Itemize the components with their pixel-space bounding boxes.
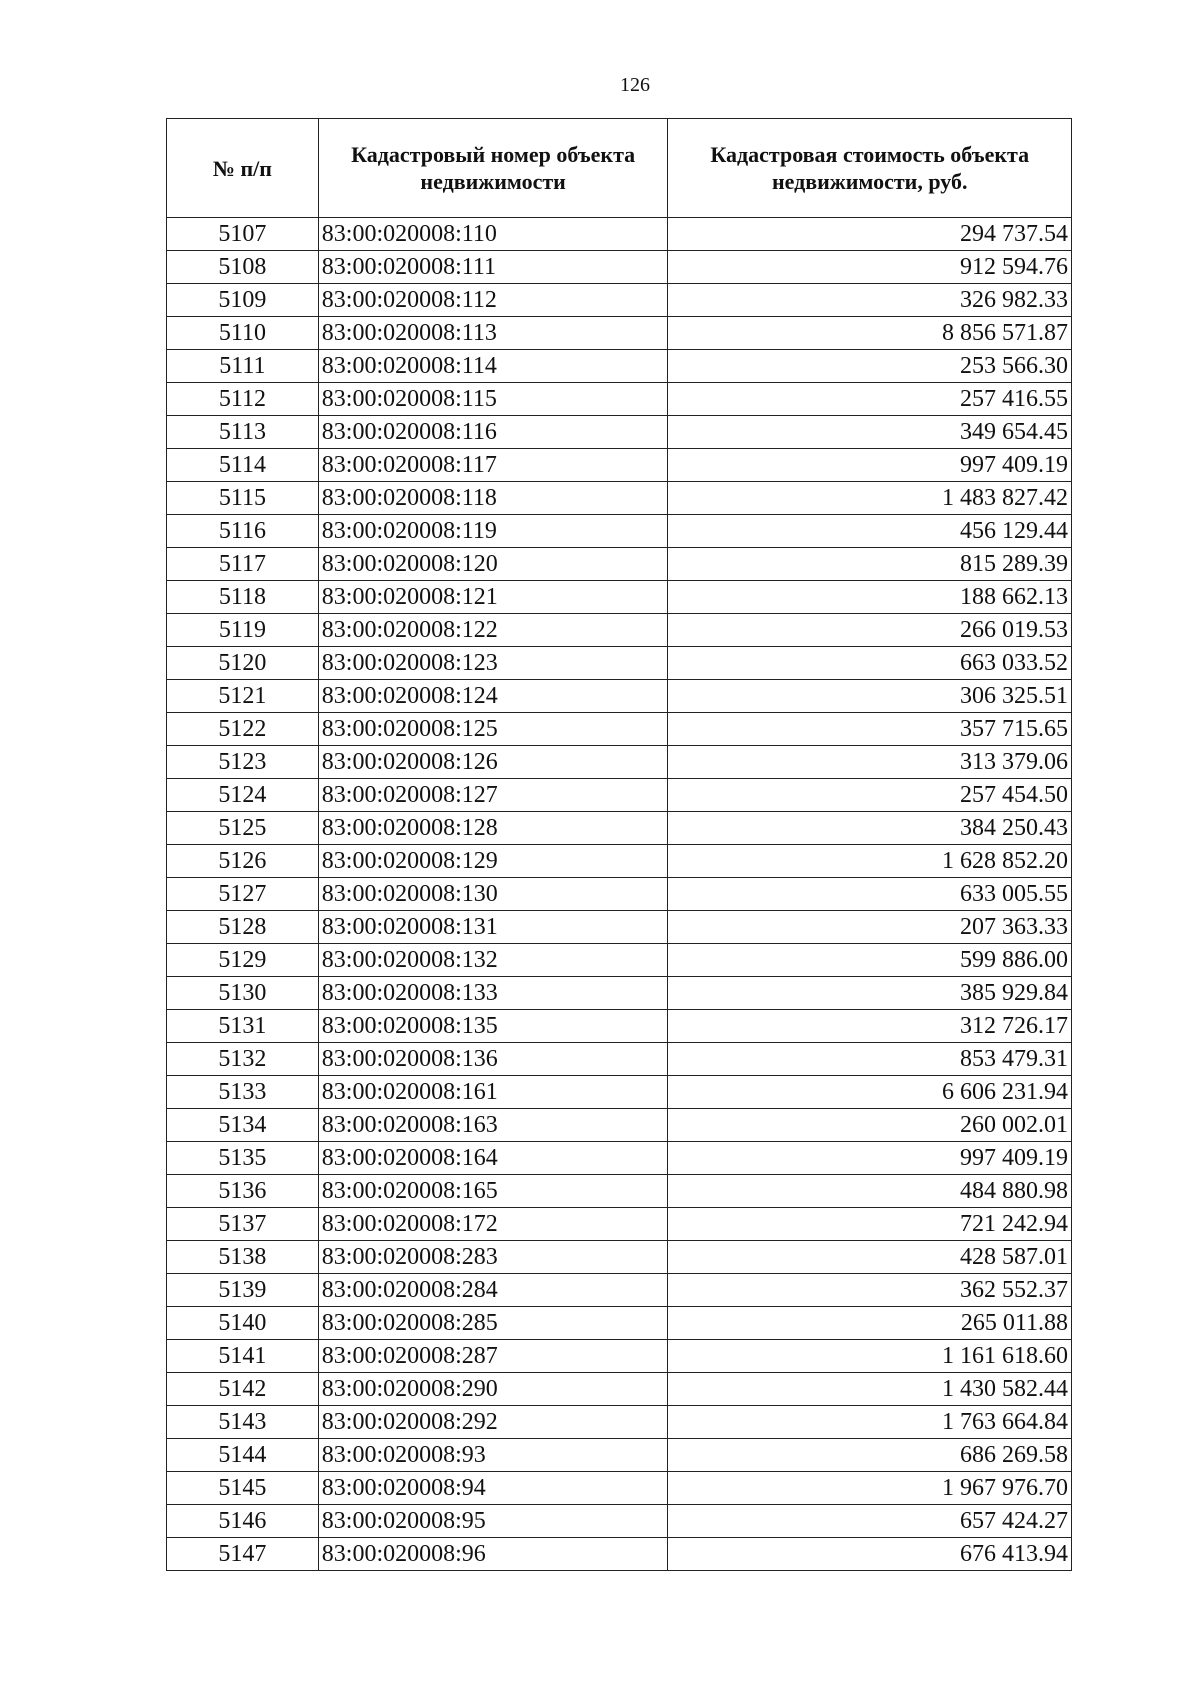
table-row bbox=[167, 746, 1072, 779]
row-number-cell: 5134 bbox=[167, 1109, 319, 1142]
table-row bbox=[167, 1373, 1072, 1406]
row-number-cell: 5141 bbox=[167, 1340, 319, 1373]
cadastral-value-cell: 657 424.27 bbox=[668, 1505, 1072, 1538]
cadastral-value-cell: 484 880.98 bbox=[668, 1175, 1072, 1208]
cadastral-number-cell: 83:00:020008:96 bbox=[318, 1538, 668, 1571]
table-row bbox=[167, 944, 1072, 977]
cadastral-number-cell: 83:00:020008:163 bbox=[318, 1109, 668, 1142]
cadastral-number-cell: 83:00:020008:292 bbox=[318, 1406, 668, 1439]
cadastral-value-cell: 853 479.31 bbox=[668, 1043, 1072, 1076]
cadastral-value-cell: 676 413.94 bbox=[668, 1538, 1072, 1571]
cadastral-number-cell: 83:00:020008:125 bbox=[318, 713, 668, 746]
table-row bbox=[167, 878, 1072, 911]
table-row bbox=[167, 779, 1072, 812]
table-row bbox=[167, 614, 1072, 647]
row-number-cell: 5147 bbox=[167, 1538, 319, 1571]
row-number-cell: 5143 bbox=[167, 1406, 319, 1439]
cadastral-value-cell: 1 483 827.42 bbox=[668, 482, 1072, 515]
table-row bbox=[167, 977, 1072, 1010]
cadastral-value-cell: 663 033.52 bbox=[668, 647, 1072, 680]
table-row bbox=[167, 1010, 1072, 1043]
table-row bbox=[167, 845, 1072, 878]
cadastral-number-cell: 83:00:020008:114 bbox=[318, 350, 668, 383]
cadastral-value-cell: 257 454.50 bbox=[668, 779, 1072, 812]
cadastral-number-cell: 83:00:020008:116 bbox=[318, 416, 668, 449]
row-number-cell: 5129 bbox=[167, 944, 319, 977]
table-row bbox=[167, 1439, 1072, 1472]
table-body bbox=[167, 218, 1072, 1571]
table-row bbox=[167, 812, 1072, 845]
table-row bbox=[167, 713, 1072, 746]
row-number-cell: 5124 bbox=[167, 779, 319, 812]
cadastral-number-cell: 83:00:020008:124 bbox=[318, 680, 668, 713]
cadastral-value-cell: 1 763 664.84 bbox=[668, 1406, 1072, 1439]
row-number-cell: 5130 bbox=[167, 977, 319, 1010]
cadastral-number-cell: 83:00:020008:135 bbox=[318, 1010, 668, 1043]
cadastral-value-cell: 1 161 618.60 bbox=[668, 1340, 1072, 1373]
table-row bbox=[167, 317, 1072, 350]
row-number-cell: 5139 bbox=[167, 1274, 319, 1307]
cadastral-number-cell: 83:00:020008:115 bbox=[318, 383, 668, 416]
cadastral-number-cell: 83:00:020008:161 bbox=[318, 1076, 668, 1109]
cadastral-number-cell: 83:00:020008:287 bbox=[318, 1340, 668, 1373]
cadastral-number-cell: 83:00:020008:132 bbox=[318, 944, 668, 977]
table-row bbox=[167, 416, 1072, 449]
cadastral-value-cell: 1 628 852.20 bbox=[668, 845, 1072, 878]
row-number-cell: 5114 bbox=[167, 449, 319, 482]
row-number-cell: 5137 bbox=[167, 1208, 319, 1241]
row-number-cell: 5125 bbox=[167, 812, 319, 845]
cadastral-value-cell: 686 269.58 bbox=[668, 1439, 1072, 1472]
cadastral-value-cell: 633 005.55 bbox=[668, 878, 1072, 911]
row-number-cell: 5126 bbox=[167, 845, 319, 878]
table-row bbox=[167, 1340, 1072, 1373]
table-row bbox=[167, 218, 1072, 251]
table-row bbox=[167, 581, 1072, 614]
row-number-cell: 5128 bbox=[167, 911, 319, 944]
row-number-cell: 5121 bbox=[167, 680, 319, 713]
cadastral-number-cell: 83:00:020008:122 bbox=[318, 614, 668, 647]
cadastral-number-cell: 83:00:020008:131 bbox=[318, 911, 668, 944]
cadastral-value-cell: 349 654.45 bbox=[668, 416, 1072, 449]
row-number-cell: 5118 bbox=[167, 581, 319, 614]
cadastral-number-cell: 83:00:020008:127 bbox=[318, 779, 668, 812]
cadastral-number-cell: 83:00:020008:133 bbox=[318, 977, 668, 1010]
cadastral-number-cell: 83:00:020008:284 bbox=[318, 1274, 668, 1307]
cadastral-number-cell: 83:00:020008:172 bbox=[318, 1208, 668, 1241]
row-number-cell: 5117 bbox=[167, 548, 319, 581]
cadastral-value-cell: 456 129.44 bbox=[668, 515, 1072, 548]
cadastral-number-cell: 83:00:020008:285 bbox=[318, 1307, 668, 1340]
cadastral-number-cell: 83:00:020008:121 bbox=[318, 581, 668, 614]
cadastral-number-cell: 83:00:020008:118 bbox=[318, 482, 668, 515]
table-row bbox=[167, 350, 1072, 383]
cadastral-number-cell: 83:00:020008:164 bbox=[318, 1142, 668, 1175]
cadastral-number-cell: 83:00:020008:95 bbox=[318, 1505, 668, 1538]
row-number-cell: 5144 bbox=[167, 1439, 319, 1472]
cadastral-value-cell: 815 289.39 bbox=[668, 548, 1072, 581]
row-number-cell: 5113 bbox=[167, 416, 319, 449]
row-number-cell: 5112 bbox=[167, 383, 319, 416]
table-row bbox=[167, 1472, 1072, 1505]
table-header-row bbox=[167, 119, 1072, 218]
cadastral-value-cell: 326 982.33 bbox=[668, 284, 1072, 317]
header-cadastral-number: Кадастровый номер объекта недвижимости bbox=[318, 119, 668, 218]
row-number-cell: 5109 bbox=[167, 284, 319, 317]
table-row bbox=[167, 482, 1072, 515]
cadastral-value-cell: 253 566.30 bbox=[668, 350, 1072, 383]
cadastral-number-cell: 83:00:020008:117 bbox=[318, 449, 668, 482]
row-number-cell: 5120 bbox=[167, 647, 319, 680]
table-row bbox=[167, 1274, 1072, 1307]
table-row bbox=[167, 284, 1072, 317]
cadastral-value-cell: 294 737.54 bbox=[668, 218, 1072, 251]
row-number-cell: 5107 bbox=[167, 218, 319, 251]
cadastral-number-cell: 83:00:020008:136 bbox=[318, 1043, 668, 1076]
table-row bbox=[167, 1043, 1072, 1076]
row-number-cell: 5123 bbox=[167, 746, 319, 779]
header-row-number: № п/п bbox=[167, 119, 319, 218]
row-number-cell: 5136 bbox=[167, 1175, 319, 1208]
table-row bbox=[167, 251, 1072, 284]
cadastral-value-cell: 306 325.51 bbox=[668, 680, 1072, 713]
header-cadastral-value: Кадастровая стоимость объекта недвижимости, руб. bbox=[668, 119, 1072, 218]
cadastral-value-cell: 1 430 582.44 bbox=[668, 1373, 1072, 1406]
cadastral-value-cell: 257 416.55 bbox=[668, 383, 1072, 416]
cadastral-value-cell: 1 967 976.70 bbox=[668, 1472, 1072, 1505]
cadastral-number-cell: 83:00:020008:129 bbox=[318, 845, 668, 878]
cadastral-value-cell: 313 379.06 bbox=[668, 746, 1072, 779]
cadastral-value-cell: 260 002.01 bbox=[668, 1109, 1072, 1142]
row-number-cell: 5110 bbox=[167, 317, 319, 350]
row-number-cell: 5140 bbox=[167, 1307, 319, 1340]
page-number: 126 bbox=[620, 74, 650, 96]
row-number-cell: 5131 bbox=[167, 1010, 319, 1043]
cadastral-value-table bbox=[166, 118, 1072, 1571]
cadastral-number-cell: 83:00:020008:128 bbox=[318, 812, 668, 845]
cadastral-value-cell: 357 715.65 bbox=[668, 713, 1072, 746]
cadastral-number-cell: 83:00:020008:123 bbox=[318, 647, 668, 680]
row-number-cell: 5133 bbox=[167, 1076, 319, 1109]
table-row bbox=[167, 383, 1072, 416]
row-number-cell: 5111 bbox=[167, 350, 319, 383]
table-row bbox=[167, 1241, 1072, 1274]
cadastral-value-cell: 207 363.33 bbox=[668, 911, 1072, 944]
cadastral-number-cell: 83:00:020008:290 bbox=[318, 1373, 668, 1406]
row-number-cell: 5138 bbox=[167, 1241, 319, 1274]
table-row bbox=[167, 1109, 1072, 1142]
cadastral-number-cell: 83:00:020008:165 bbox=[318, 1175, 668, 1208]
row-number-cell: 5142 bbox=[167, 1373, 319, 1406]
cadastral-value-cell: 428 587.01 bbox=[668, 1241, 1072, 1274]
cadastral-value-cell: 265 011.88 bbox=[668, 1307, 1072, 1340]
row-number-cell: 5116 bbox=[167, 515, 319, 548]
row-number-cell: 5119 bbox=[167, 614, 319, 647]
cadastral-number-cell: 83:00:020008:126 bbox=[318, 746, 668, 779]
table-row bbox=[167, 911, 1072, 944]
table-row bbox=[167, 1538, 1072, 1571]
table-row bbox=[167, 1076, 1072, 1109]
table-row bbox=[167, 1208, 1072, 1241]
cadastral-number-cell: 83:00:020008:130 bbox=[318, 878, 668, 911]
cadastral-value-cell: 997 409.19 bbox=[668, 1142, 1072, 1175]
cadastral-value-cell: 266 019.53 bbox=[668, 614, 1072, 647]
cadastral-value-cell: 599 886.00 bbox=[668, 944, 1072, 977]
cadastral-value-cell: 8 856 571.87 bbox=[668, 317, 1072, 350]
row-number-cell: 5145 bbox=[167, 1472, 319, 1505]
table-row bbox=[167, 548, 1072, 581]
row-number-cell: 5108 bbox=[167, 251, 319, 284]
cadastral-number-cell: 83:00:020008:94 bbox=[318, 1472, 668, 1505]
table-row bbox=[167, 449, 1072, 482]
table-row bbox=[167, 1406, 1072, 1439]
cadastral-value-cell: 312 726.17 bbox=[668, 1010, 1072, 1043]
cadastral-number-cell: 83:00:020008:283 bbox=[318, 1241, 668, 1274]
cadastral-number-cell: 83:00:020008:93 bbox=[318, 1439, 668, 1472]
cadastral-number-cell: 83:00:020008:119 bbox=[318, 515, 668, 548]
cadastral-value-cell: 912 594.76 bbox=[668, 251, 1072, 284]
row-number-cell: 5146 bbox=[167, 1505, 319, 1538]
row-number-cell: 5135 bbox=[167, 1142, 319, 1175]
cadastral-number-cell: 83:00:020008:112 bbox=[318, 284, 668, 317]
table-row bbox=[167, 515, 1072, 548]
cadastral-value-cell: 188 662.13 bbox=[668, 581, 1072, 614]
table-row bbox=[167, 1175, 1072, 1208]
row-number-cell: 5115 bbox=[167, 482, 319, 515]
table-row bbox=[167, 647, 1072, 680]
row-number-cell: 5132 bbox=[167, 1043, 319, 1076]
cadastral-value-cell: 362 552.37 bbox=[668, 1274, 1072, 1307]
cadastral-number-cell: 83:00:020008:111 bbox=[318, 251, 668, 284]
table-row bbox=[167, 1307, 1072, 1340]
row-number-cell: 5122 bbox=[167, 713, 319, 746]
table-row bbox=[167, 1505, 1072, 1538]
table-row bbox=[167, 680, 1072, 713]
cadastral-number-cell: 83:00:020008:113 bbox=[318, 317, 668, 350]
cadastral-value-cell: 997 409.19 bbox=[668, 449, 1072, 482]
cadastral-value-cell: 721 242.94 bbox=[668, 1208, 1072, 1241]
cadastral-number-cell: 83:00:020008:120 bbox=[318, 548, 668, 581]
cadastral-value-cell: 6 606 231.94 bbox=[668, 1076, 1072, 1109]
table-row bbox=[167, 1142, 1072, 1175]
cadastral-value-cell: 385 929.84 bbox=[668, 977, 1072, 1010]
row-number-cell: 5127 bbox=[167, 878, 319, 911]
cadastral-value-cell: 384 250.43 bbox=[668, 812, 1072, 845]
cadastral-number-cell: 83:00:020008:110 bbox=[318, 218, 668, 251]
